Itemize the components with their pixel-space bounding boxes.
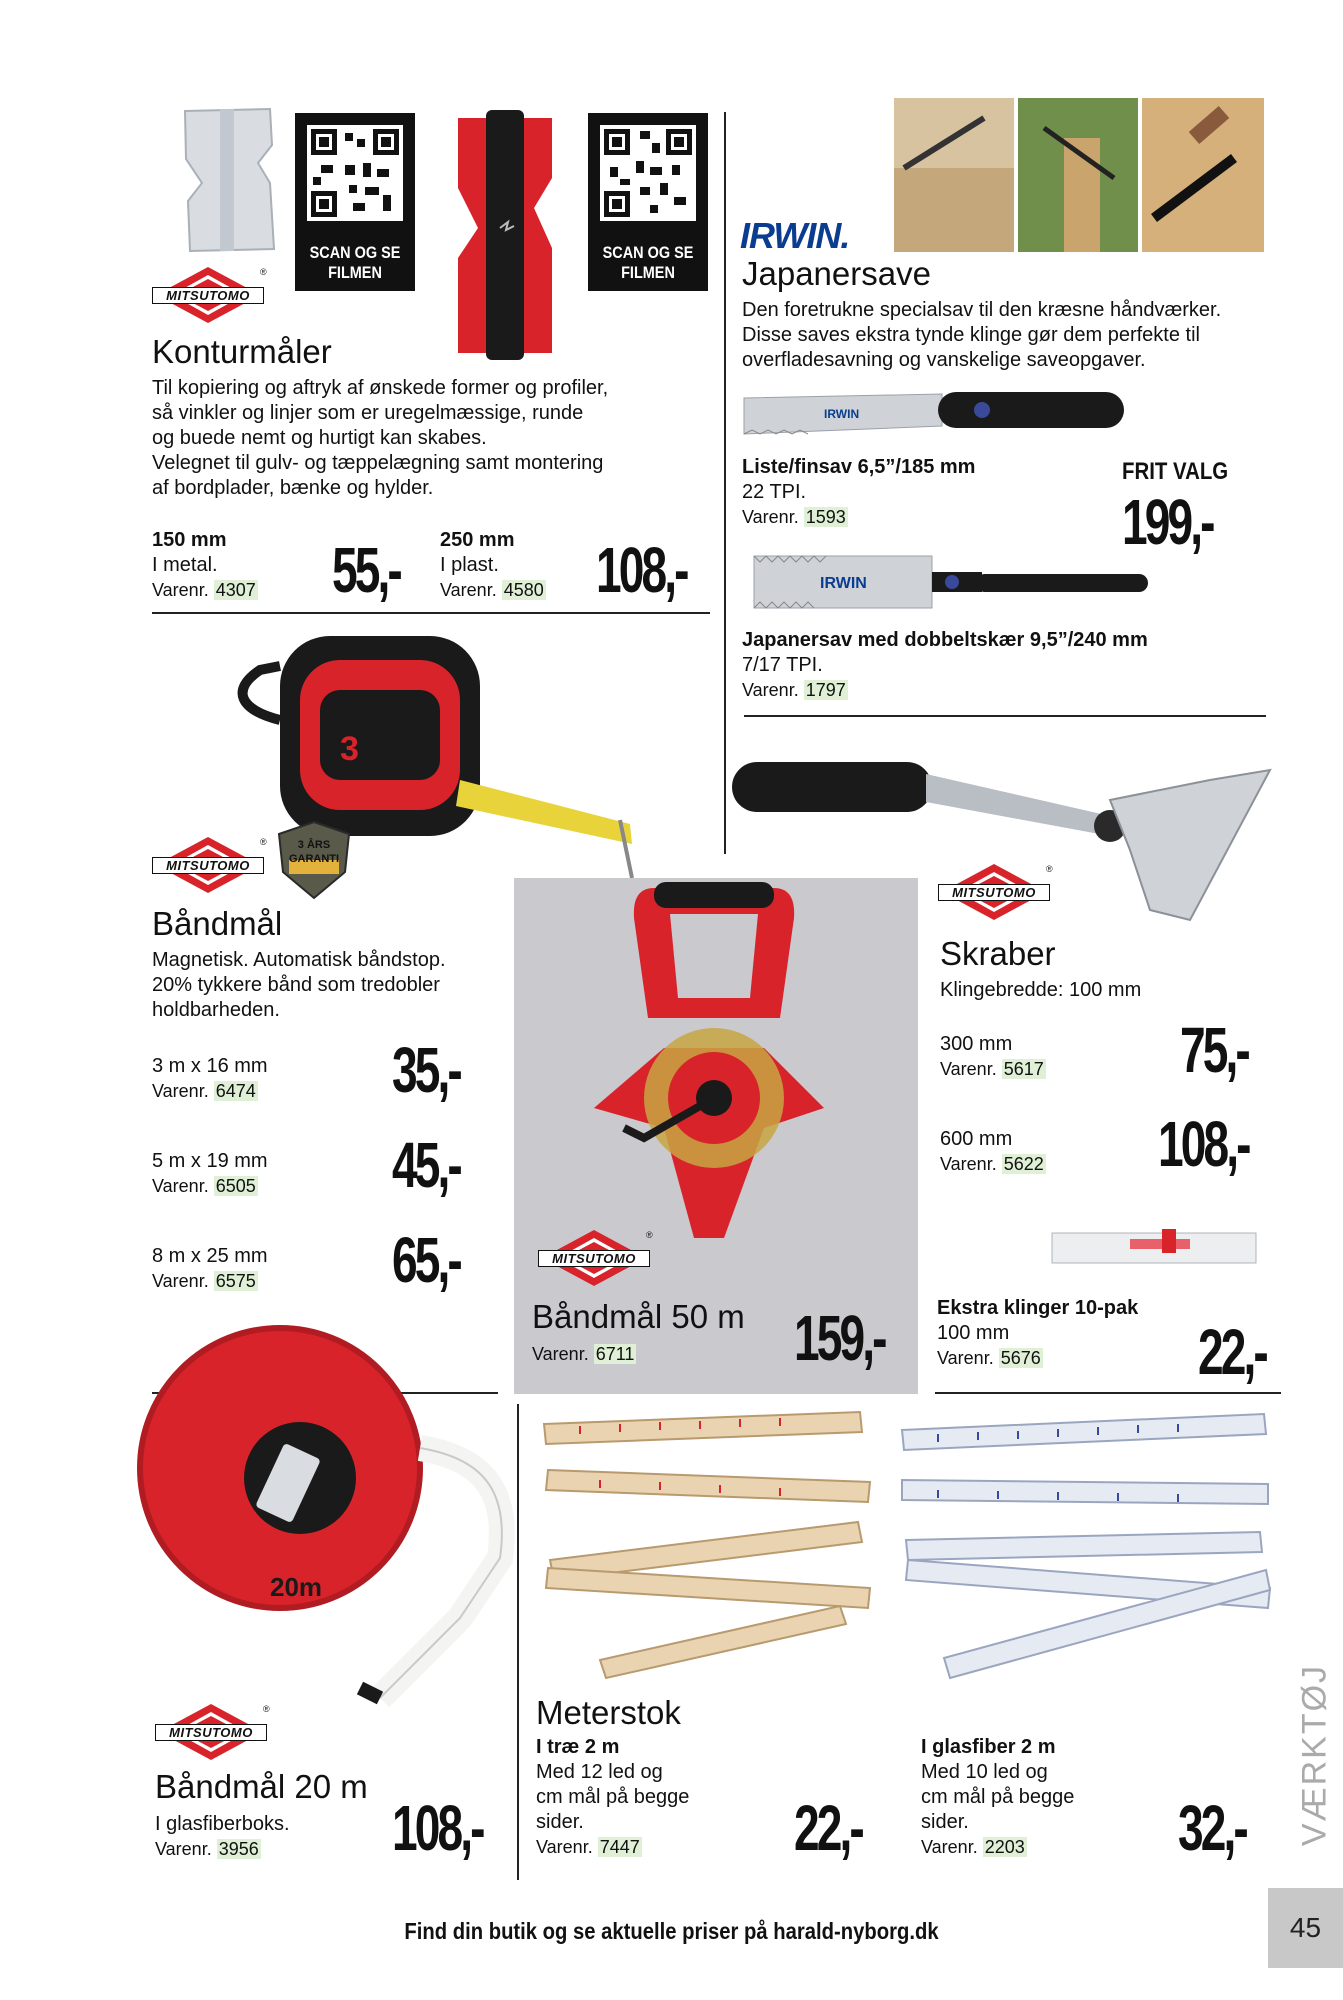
qr-code-video-2[interactable] (588, 113, 708, 291)
skraber-300-price: 75,- (1180, 1014, 1248, 1086)
baandmaal50-panel (514, 878, 918, 1394)
baandmaal20-info (155, 1812, 290, 1862)
skraber-description: Klingebredde: 100 mm (940, 979, 1142, 1001)
baandmaal-variant-1 (152, 1054, 268, 1104)
mitsutomo-logo: ® MITSUTOMO (152, 265, 264, 325)
svg-text:®: ® (260, 267, 267, 277)
baandmaal20-reel-image (130, 1318, 520, 1708)
metal-contour-gauge-image (180, 105, 280, 255)
baandmaal20-price: 108,- (392, 1792, 483, 1864)
varenr: Varenr. 4307 (152, 580, 256, 600)
baandmaal50-price: 159,- (794, 1302, 885, 1374)
svg-text:IRWIN: IRWIN (824, 407, 860, 421)
dobbeltskaer-saw-image (752, 552, 1152, 612)
baandmaal50-varenr: Varenr. 6711 (532, 1344, 635, 1364)
baandmaal-2-price: 45,- (392, 1129, 460, 1201)
qr-code-icon (307, 125, 403, 221)
variant-size: 5 m x 19 mm (152, 1150, 268, 1172)
konturmaaler-150-price: 55,- (332, 534, 400, 606)
frit-valg-label: FRIT VALG (1122, 458, 1229, 485)
divider-vertical-top (724, 112, 726, 854)
plastic-contour-gauge-image (452, 108, 562, 363)
svg-text:®: ® (263, 1704, 270, 1714)
japanersave-price: 199,- (1122, 486, 1213, 558)
variant-size: 8 m x 25 mm (152, 1245, 268, 1267)
irwin-logo: IRWIN. (740, 215, 850, 256)
varenr: Varenr. 2203 (921, 1837, 1025, 1857)
dobbeltskaer-info (742, 628, 1148, 703)
konturmaaler-250-price: 108,- (596, 534, 687, 606)
meterstok-wood-info: I træ 2 m Med 12 led og cm mål på begge sider. Varenr. 7447 (536, 1735, 756, 1860)
svg-text:20m: 20m (270, 1572, 323, 1602)
varenr: Varenr. 5617 (940, 1059, 1044, 1079)
konturmaaler-title: Konturmåler (152, 333, 332, 370)
baandmaal-3-price: 65,- (392, 1224, 460, 1296)
konturmaaler-variant-150 (152, 528, 258, 603)
wooden-folding-rule-image (540, 1410, 880, 1680)
divider-japanersave (744, 715, 1266, 717)
item-name: Ekstra klinger 10-pak (937, 1297, 1139, 1319)
blade-pack-image (1050, 1225, 1260, 1271)
qr-code-icon (600, 125, 696, 221)
variant-size: 600 mm (940, 1128, 1013, 1150)
divider-konturmaaler (152, 612, 710, 614)
variant-size: 300 mm (940, 1033, 1013, 1055)
varenr: Varenr. 6474 (152, 1081, 256, 1101)
category-side-label: VÆRKTØJ (1295, 1663, 1334, 1847)
item-name: Japanersav med dobbeltskær 9,5”/240 mm (742, 629, 1148, 651)
variant-size: 150 mm (152, 529, 227, 551)
japanersave-usage-photos (894, 98, 1264, 252)
varenr: Varenr. 3956 (155, 1839, 259, 1859)
item-name: I træ 2 m (536, 1736, 620, 1758)
skraber-extra-blades (937, 1296, 1138, 1371)
skraber-title: Skraber (940, 935, 1056, 972)
meterstok-fiberglass-price: 32,- (1178, 1792, 1246, 1864)
baandmaal20-title: Båndmål 20 m (155, 1768, 368, 1805)
finsav-info (742, 455, 975, 530)
baandmaal50-title: Båndmål 50 m (532, 1298, 745, 1335)
varenr: Varenr. 4580 (440, 580, 544, 600)
qr-label-1: SCAN OG SE FILMEN (309, 243, 401, 282)
qr-code-video-1[interactable] (295, 113, 415, 291)
baandmaal50-reel-image (574, 878, 834, 1268)
skraber-600-price: 108,- (1158, 1108, 1249, 1180)
skraber-extra-price: 22,- (1198, 1316, 1266, 1388)
item-name: Liste/finsav 6,5”/185 mm (742, 456, 976, 478)
variant-material: I plast. (440, 554, 499, 576)
page-number: 45 (1268, 1888, 1343, 1968)
mitsutomo-logo: ® MITSUTOMO (538, 1228, 650, 1288)
svg-text:®: ® (260, 837, 267, 847)
fiberglass-folding-rule-image (898, 1410, 1288, 1680)
mitsutomo-logo: ® MITSUTOMO (938, 862, 1050, 922)
item-desc: I glasfiberboks. (155, 1813, 290, 1835)
item-size: 100 mm (937, 1322, 1010, 1344)
qr-label-2: SCAN OG SE FILMEN (602, 243, 694, 282)
baandmaal-title: Båndmål (152, 905, 283, 942)
finsav-saw-image (742, 390, 1128, 438)
baandmaal-variant-2 (152, 1149, 268, 1199)
garanti-badge: 3 ÅRS GARANTI (275, 820, 353, 900)
item-tpi: 7/17 TPI. (742, 654, 823, 676)
varenr: Varenr. 6505 (152, 1176, 256, 1196)
varenr: Varenr. 5622 (940, 1154, 1044, 1174)
japanersave-description: Den foretrukne specialsav til den kræsne håndværker. Disse saves ekstra tynde klinge gør dem perfekte til overfladesavning og vanskelige saveopgaver. (742, 299, 1222, 371)
baandmaal-variant-3 (152, 1244, 268, 1294)
meterstok-fiberglass-info: I glasfiber 2 m Med 10 led og cm mål på begge sider. Varenr. 2203 (921, 1735, 1141, 1860)
meterstok-wood-price: 22,- (794, 1792, 862, 1864)
varenr: Varenr. 7447 (536, 1837, 640, 1857)
divider-skraber (935, 1392, 1281, 1394)
footer-text: Find din butik og se aktuelle priser på harald-nyborg.dk (404, 1918, 939, 1944)
konturmaaler-variant-250 (440, 528, 546, 603)
varenr: Varenr. 1797 (742, 680, 846, 700)
skraber-variant-600 (940, 1127, 1046, 1177)
svg-text:3: 3 (340, 730, 359, 768)
baandmaal-1-price: 35,- (392, 1034, 460, 1106)
varenr: Varenr. 1593 (742, 507, 846, 527)
variant-size: 3 m x 16 mm (152, 1055, 268, 1077)
japanersave-title: Japanersave (742, 255, 931, 292)
svg-text:IRWIN: IRWIN (820, 575, 867, 592)
svg-text:®: ® (1046, 864, 1053, 874)
konturmaaler-description: Til kopiering og aftryk af ønskede former og profiler, så vinkler og linjer som er uregelmæssige, runde og buede nemt og hurtigt kan skabes. Velegnet til gulv- og tæppelægning samt montering af bordplader, bænke og hylder. (152, 377, 609, 499)
svg-text:®: ® (646, 1230, 653, 1240)
varenr: Varenr. 6575 (152, 1271, 256, 1291)
skraber-variant-300 (940, 1032, 1046, 1082)
varenr: Varenr. 5676 (937, 1348, 1041, 1368)
meterstok-title: Meterstok (536, 1694, 681, 1731)
mitsutomo-logo: ® MITSUTOMO (155, 1702, 267, 1762)
mitsutomo-logo: ® MITSUTOMO (152, 835, 264, 895)
baandmaal-description: Magnetisk. Automatisk båndstop. 20% tykkere bånd som tredobler holdbarheden. (152, 949, 446, 1021)
variant-size: 250 mm (440, 529, 515, 551)
item-tpi: 22 TPI. (742, 481, 807, 503)
variant-material: I metal. (152, 554, 218, 576)
item-name: I glasfiber 2 m (921, 1736, 1056, 1758)
